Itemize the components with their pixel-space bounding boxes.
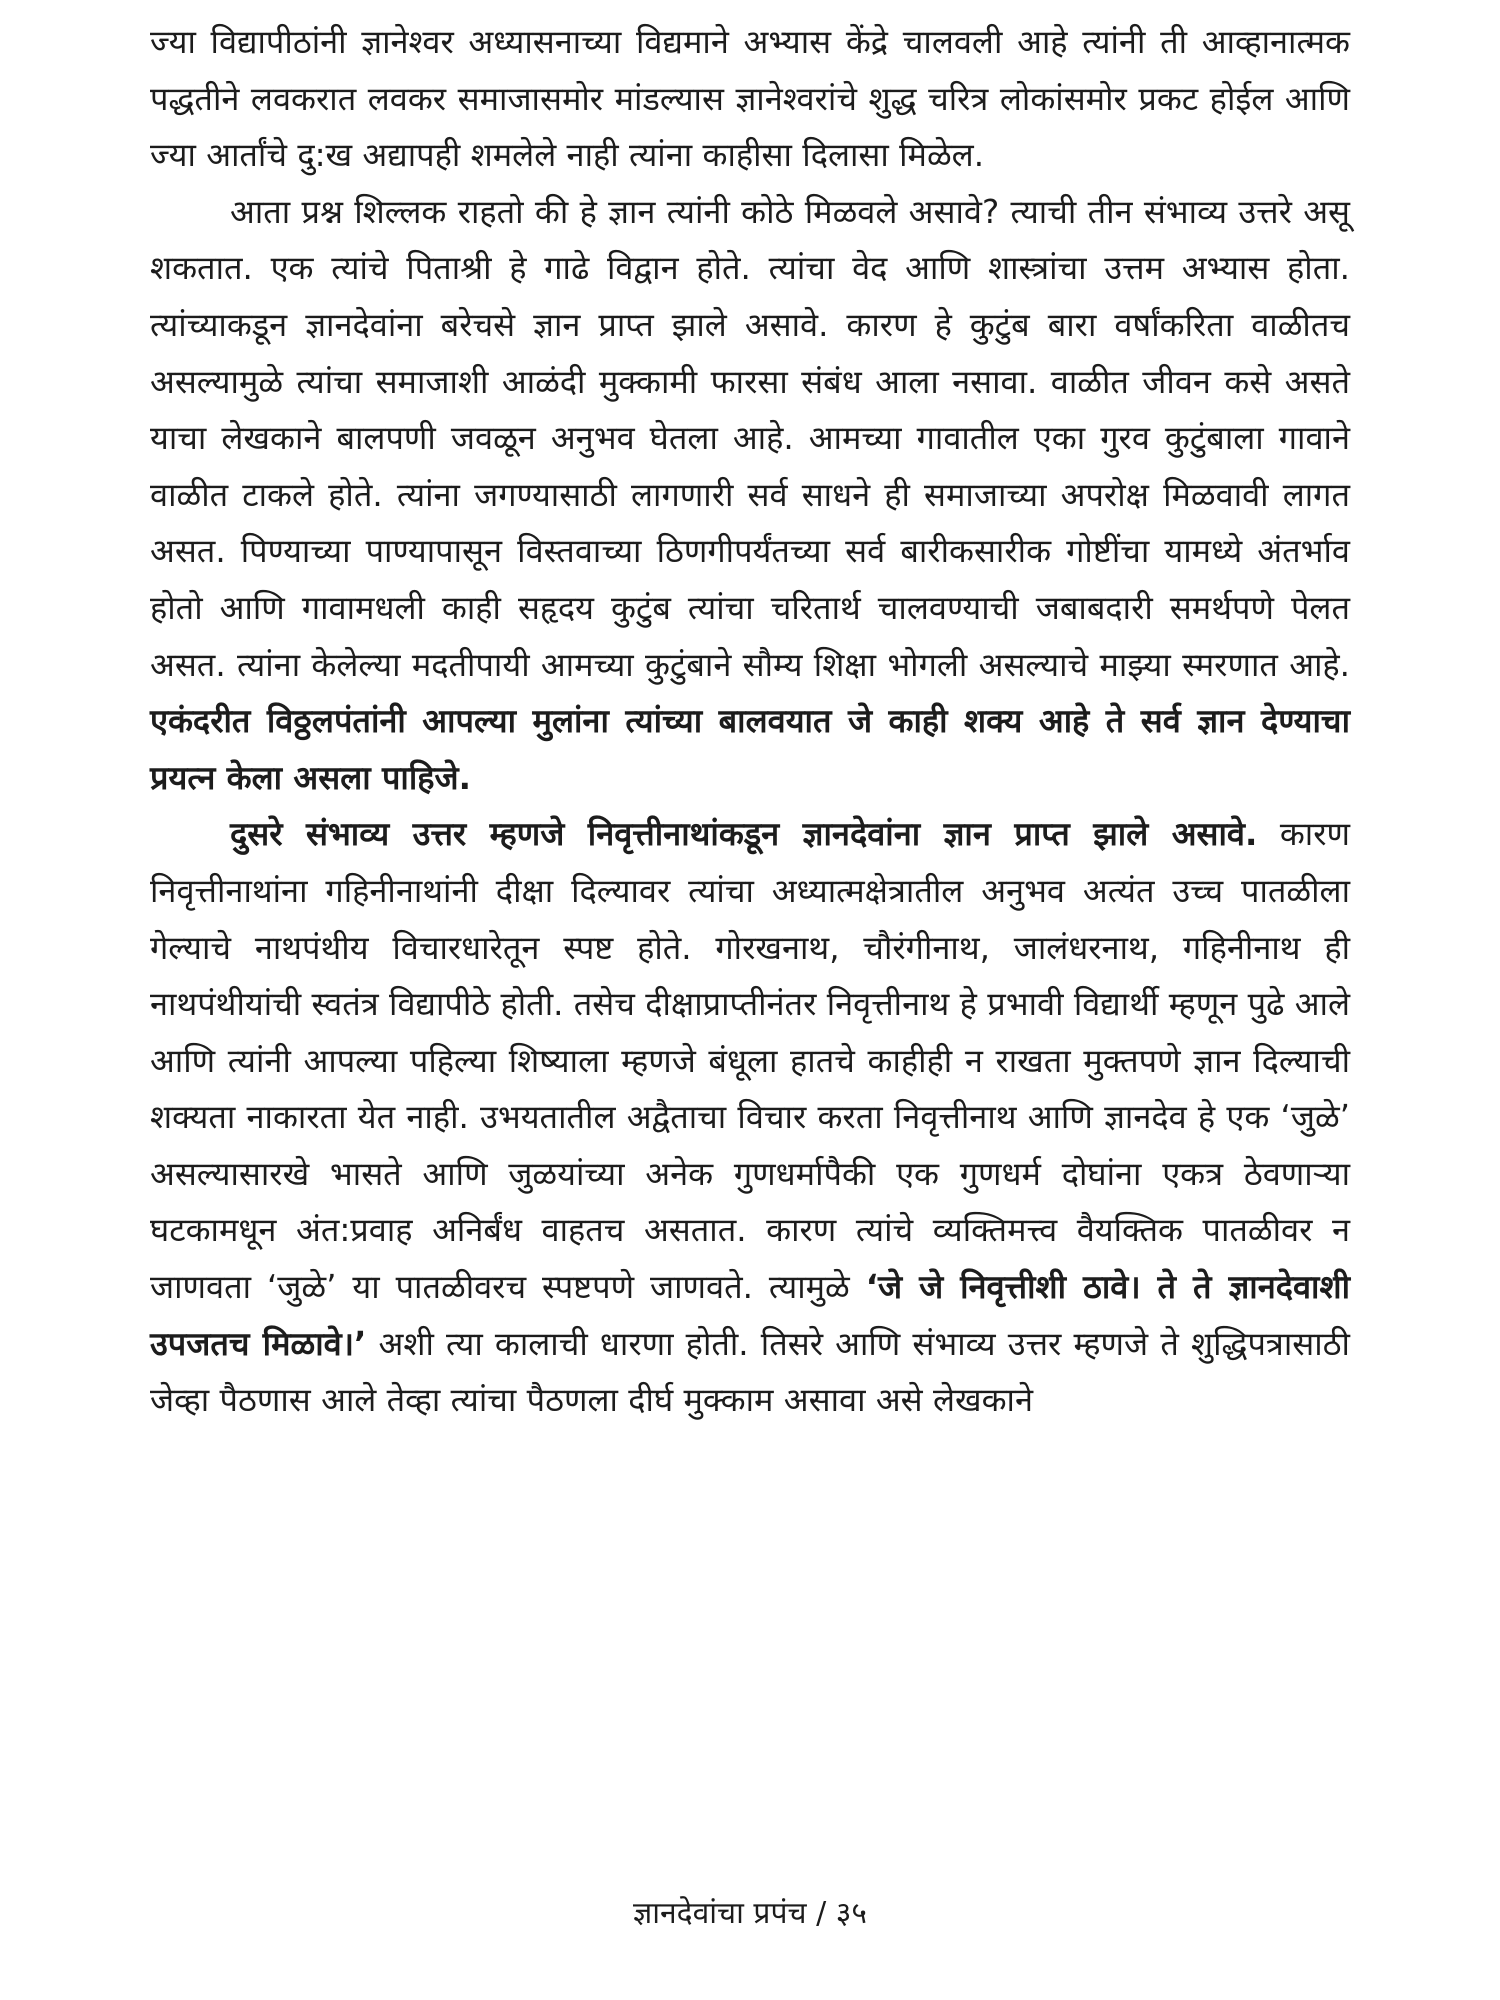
paragraph-2-bold-conclusion: एकंदरीत विठ्ठलपंतांनी आपल्या मुलांना त्यांच्या बालवयात जे काही शक्य आहे ते सर्व ज्ञान देण्याचा प्रयत्न केला असला पाहिजे. <box>150 702 1350 797</box>
paragraph-2-text: आता प्रश्न शिल्लक राहतो की हे ज्ञान त्यांनी कोठे मिळवले असावे? त्याची तीन संभाव्य उत्तरे असू शकतात. एक त्यांचे पिताश्री हे गाढे विद्वान होते. त्यांचा वेद आणि शास्त्रांचा उत्तम अभ्यास होता. त्यांच्याकडून ज्ञानदेवांना बरेचसे ज्ञान प्राप्त झाले असावे. कारण हे कुटुंब बारा वर्षांकरिता वाळीतच असल्यामुळे त्यांचा समाजाशी आळंदी मुक्कामी फारसा संबंध आला नसावा. वाळीत जीवन कसे असते याचा लेखकाने बालपणी जवळून अनुभव घेतला आहे. आमच्या गावातील एका गुरव कुटुंबाला गावाने वाळीत टाकले होते. त्यांना जगण्यासाठी लागणारी सर्व साधने ही समाजाच्या अपरोक्ष मिळवावी लागत असत. पिण्याच्या पाण्यापासून विस्तवाच्या ठिणगीपर्यंतच्या सर्व बारीकसारीक गोष्टींचा यामध्ये अंतर्भाव होतो आणि गावामधली काही सहृदय कुटुंब त्यांचा चरितार्थ चालवण्याची जबाबदारी समर्थपणे पेलत असत. त्यांना केलेल्या मदतीपायी आमच्या कुटुंबाने सौम्य शिक्षा भोगली असल्याचे माझ्या स्मरणात आहे. <box>150 192 1350 684</box>
paragraph-3-text: कारण निवृत्तीनाथांना गहिनीनाथांनी दीक्षा दिल्यावर त्यांचा अध्यात्मक्षेत्रातील अनुभव अत्यंत उच्च पातळीला गेल्याचे नाथपंथीय विचारधारेतून स्पष्ट होते. गोरखनाथ, चौरंगीनाथ, जालंधरनाथ, गहिनीनाथ ही नाथपंथीयांची स्वतंत्र विद्यापीठे होती. तसेच दीक्षाप्राप्तीनंतर निवृत्तीनाथ हे प्रभावी विद्यार्थी म्हणून पुढे आले आणि त्यांनी आपल्या पहिल्या शिष्याला म्हणजे बंधूला हातचे काहीही न राखता मुक्तपणे ज्ञान दिल्याची शक्यता नाकारता येत नाही. उभयतातील अद्वैताचा विचार करता निवृत्तीनाथ आणि ज्ञानदेव हे एक ‘जुळे’ असल्यासारखे भासते आणि जुळयांच्या अनेक गुणधर्मापैकी एक गुणधर्म दोघांना एकत्र ठेवणाऱ्या घटकामधून अंत:प्रवाह अनिर्बंध वाहतच असतात. कारण त्यांचे व्यक्तिमत्त्व वैयक्तिक पातळीवर न जाणवता ‘जुळे’ या पातळीवरच स्पष्टपणे जाणवते. त्यामुळे <box>150 815 1350 1307</box>
paragraph-1 <box>150 14 1350 184</box>
paragraph-3-bold-quote: ‘जे जे निवृत्तीशी ठावे। ते ते ज्ञानदेवाशी उपजतच मिळावे।’ <box>150 1268 1350 1363</box>
paragraph-3 <box>150 806 1350 1429</box>
page-footer: ज्ञानदेवांचा प्रपंच / ३५ <box>633 1896 867 1931</box>
paragraph-3-text-end: अशी त्या कालाची धारणा होती. तिसरे आणि संभाव्य उत्तर म्हणजे ते शुद्धिपत्रासाठी जेव्हा पैठणास आले तेव्हा त्यांचा पैठणला दीर्घ मुक्काम असावा असे लेखकाने <box>150 1324 1350 1420</box>
paragraph-2 <box>150 184 1350 807</box>
book-page <box>150 14 1350 1974</box>
paragraph-3-bold-heading: दुसरे संभाव्य उत्तर म्हणजे निवृत्तीनाथांकडून ज्ञानदेवांना ज्ञान प्राप्त झाले असावे. <box>230 815 1258 854</box>
paragraph-1-text: ज्या विद्यापीठांनी ज्ञानेश्वर अध्यासनाच्या विद्यमाने अभ्यास केंद्रे चालवली आहे त्यांनी ती आव्हानात्मक पद्धतीने लवकरात लवकर समाजासमोर मांडल्यास ज्ञानेश्वरांचे शुद्ध चरित्र लोकांसमोर प्रकट होईल आणि ज्या आर्तांचे दु:ख अद्यापही शमलेले नाही त्यांना काहीसा दिलासा मिळेल. <box>150 23 1350 175</box>
